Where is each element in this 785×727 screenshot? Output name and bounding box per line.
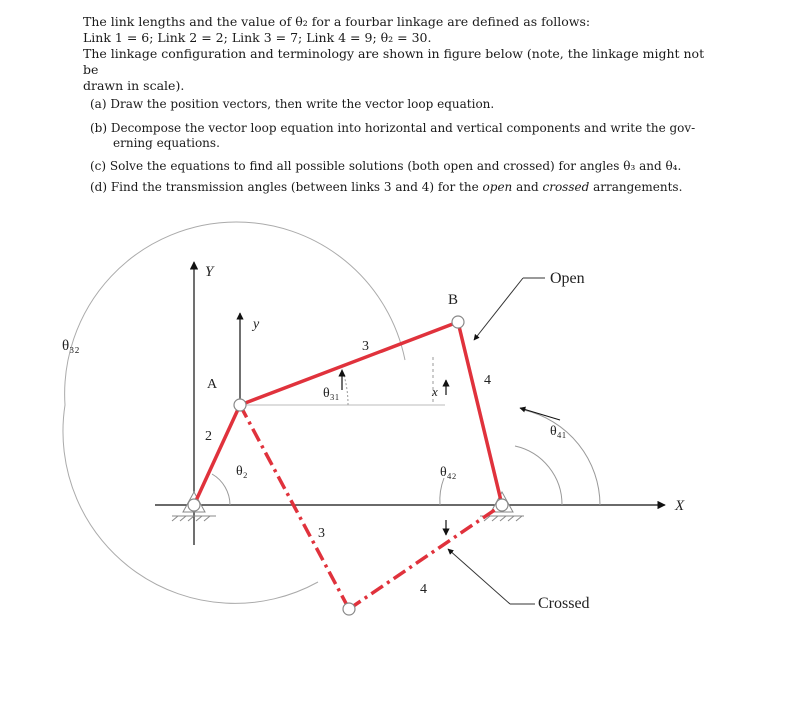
question-a: (a) Draw the position vectors, then write the vector loop equation. bbox=[90, 97, 495, 111]
label-small-y: y bbox=[253, 317, 260, 332]
intro-line-3: The linkage configuration and terminology are shown in figure below (note, the linkage might not be bbox=[83, 46, 705, 77]
coupler-circle-arc-right bbox=[236, 222, 405, 360]
label-theta32: θ₃₂ bbox=[62, 338, 80, 354]
theta31-arc bbox=[342, 369, 348, 405]
question-d-post: arrangements. bbox=[589, 180, 683, 194]
label-theta2: θ₂ bbox=[236, 464, 248, 479]
label-theta31: θ₃₁ bbox=[323, 386, 340, 401]
link-3-open bbox=[240, 322, 458, 405]
question-d-open: open bbox=[482, 180, 513, 194]
joint-o2 bbox=[188, 499, 200, 511]
open-leader-arrow bbox=[474, 278, 523, 340]
joint-b-open bbox=[452, 316, 464, 328]
question-c: (c) Solve the equations to find all possible solutions (both open and crossed) for angles θ₃ and θ₄. bbox=[90, 159, 682, 173]
link-4-open bbox=[458, 322, 502, 505]
theta2-arc bbox=[212, 474, 230, 505]
label-link-3-open: 3 bbox=[362, 339, 369, 354]
crossed-leader-arrow bbox=[448, 549, 510, 604]
theta42-arc bbox=[440, 478, 444, 505]
label-crossed: Crossed bbox=[538, 595, 590, 612]
question-b-line-1: (b) Decompose the vector loop equation into horizontal and vertical components and write the gov- bbox=[90, 121, 696, 135]
joint-a bbox=[234, 399, 246, 411]
link-3-crossed bbox=[240, 405, 349, 609]
intro-line-2: Link 1 = 6; Link 2 = 2; Link 3 = 7; Link 4 = 9; θ₂ = 30. bbox=[83, 30, 432, 45]
label-theta41: θ₄₁ bbox=[550, 424, 567, 439]
label-a: A bbox=[207, 377, 218, 392]
label-link-4-open: 4 bbox=[484, 373, 491, 388]
label-b: B bbox=[448, 292, 459, 308]
theta41-arrow bbox=[520, 408, 560, 420]
question-d-mid: and bbox=[512, 180, 543, 194]
label-link-4-crossed: 4 bbox=[420, 582, 427, 597]
question-d-pre: (d) Find the transmission angles (between links 3 and 4) for the bbox=[90, 180, 483, 194]
label-link-3-crossed: 3 bbox=[318, 526, 325, 541]
label-open: Open bbox=[550, 270, 585, 287]
label-small-x: x bbox=[432, 384, 438, 399]
label-big-y: Y bbox=[205, 264, 214, 280]
label-link-2: 2 bbox=[205, 429, 212, 444]
theta42-arc-2 bbox=[515, 446, 562, 505]
label-big-x: X bbox=[675, 498, 685, 514]
joint-o4 bbox=[496, 499, 508, 511]
link-2 bbox=[194, 405, 240, 505]
question-d-crossed: crossed bbox=[542, 180, 590, 194]
joint-b-crossed bbox=[343, 603, 355, 615]
coupler-circle-arc bbox=[63, 222, 318, 603]
label-theta42: θ₄₂ bbox=[440, 465, 457, 480]
intro-line-1: The link lengths and the value of θ₂ for a fourbar linkage are defined as follows: bbox=[83, 14, 591, 29]
intro-line-4: drawn in scale). bbox=[83, 78, 185, 93]
question-b-line-2: erning equations. bbox=[113, 136, 220, 150]
